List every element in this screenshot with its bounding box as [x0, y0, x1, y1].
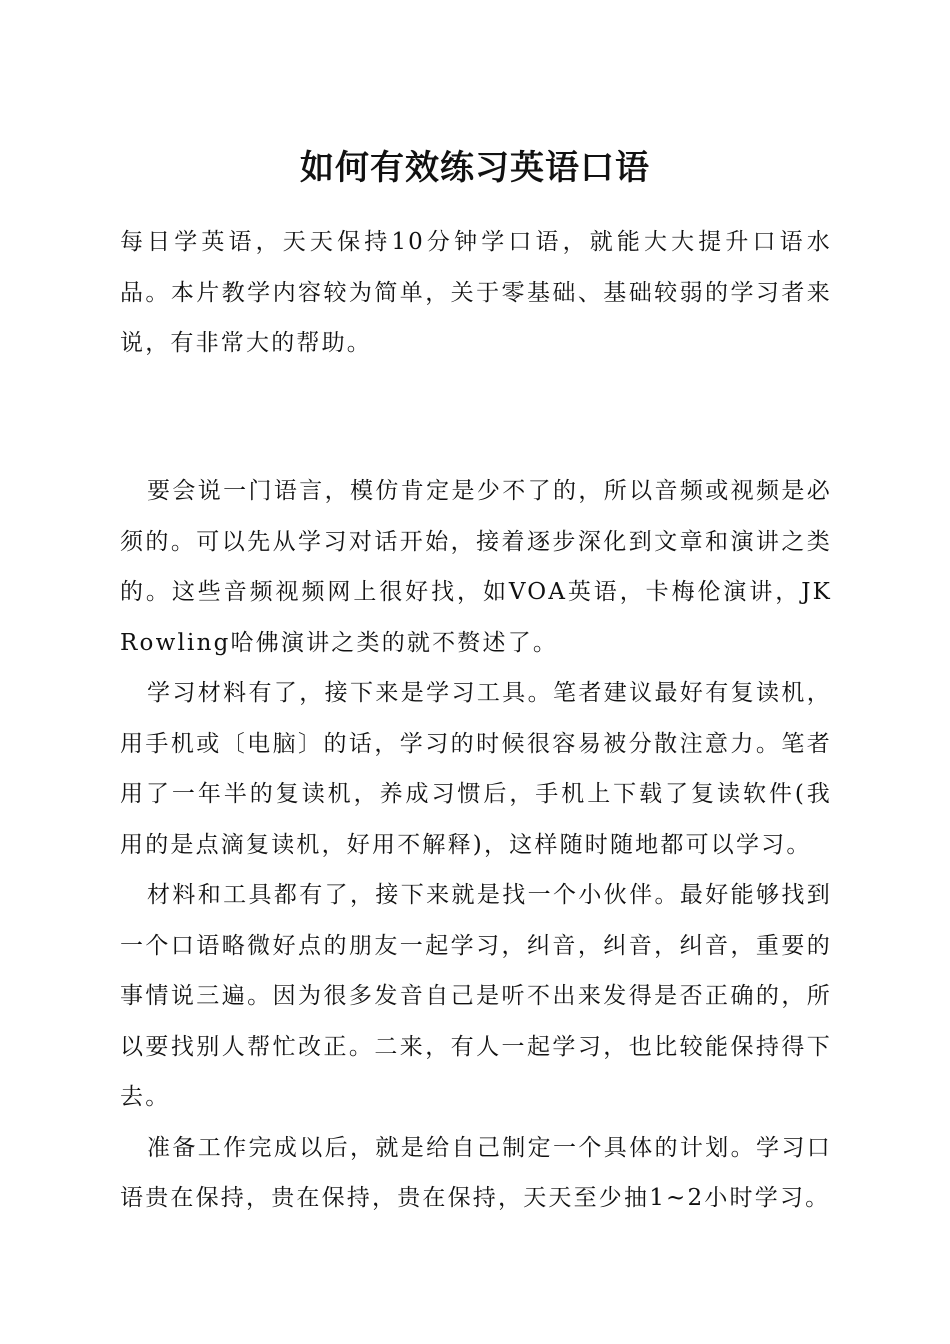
intro-paragraph: 每日学英语，天天保持10分钟学口语，就能大大提升口语水品。本片教学内容较为简单，关于零基础、基础较弱的学习者来说，有非常大的帮助。 [120, 229, 832, 356]
paragraph-partner: 材料和工具都有了，接下来就是找一个小伙伴。最好能够找到一个口语略微好点的朋友一起学习，纠音，纠音，纠音，重要的事情说三遍。因为很多发音自己是听不出来发得是否正确的，所以要找别人帮忙改正。二来，有人一起学习，也比较能保持得下去。 [120, 882, 832, 1110]
main-body [120, 466, 832, 1224]
paragraph-plan: 准备工作完成以后，就是给自己制定一个具体的计划。学习口语贵在保持，贵在保持，贵在保持，天天至少抽1~2小时学习。 [120, 1134, 832, 1211]
paragraph-imitation: 要会说一门语言，模仿肯定是少不了的，所以音频或视频是必须的。可以先从学习对话开始，接着逐步深化到文章和演讲之类的。这些音频视频网上很好找，如VOA英语，卡梅伦演讲，JKRowling哈佛演讲之类的就不赘述了。 [120, 478, 832, 656]
document-title: 如何有效练习英语口语 [300, 148, 650, 188]
paragraph-tools: 学习材料有了，接下来是学习工具。笔者建议最好有复读机，用手机或〔电脑〕的话，学习的时候很容易被分散注意力。笔者用了一年半的复读机，养成习惯后，手机上下载了复读软件(我用的是点滴复读机，好用不解释)，这样随时随地都可以学习。 [120, 680, 832, 858]
